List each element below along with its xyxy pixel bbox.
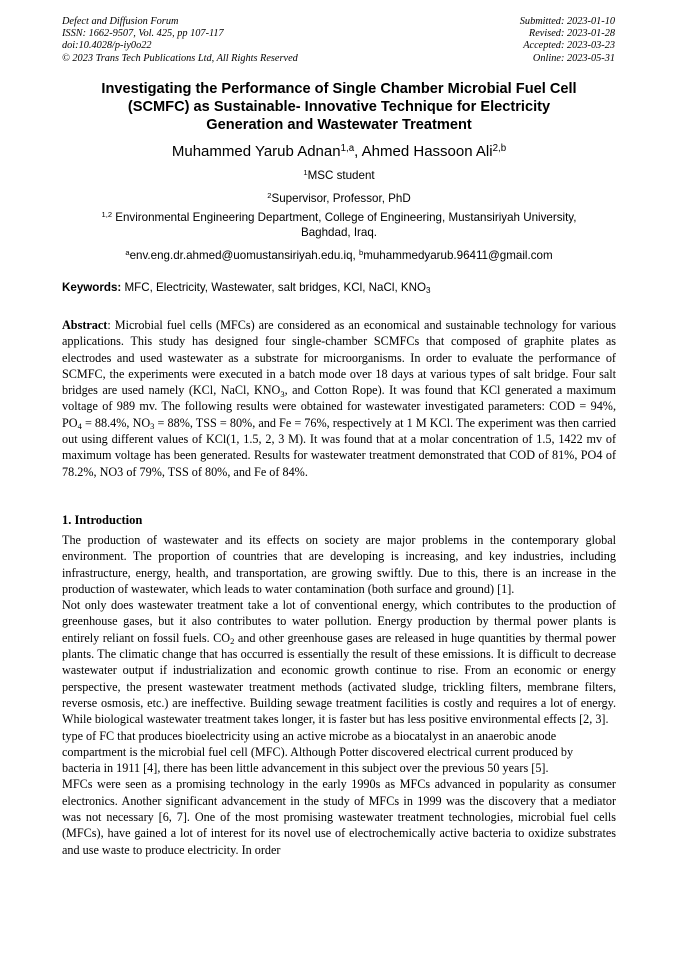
journal-doi: doi:10.4028/p-iy0o22 [62, 40, 152, 52]
affiliation-text: Environmental Engineering Department, College of Engineering, Mustansiriyah University, [112, 211, 577, 224]
abstract-text: , and Cotton Rope). It was found that KCl generated a maximum voltage of 989 mv. The following results were obtained for wastewater investigated parameters: COD = 94%, PO [62, 383, 616, 430]
abstract-subscript: 3 [150, 421, 155, 432]
author-affiliation-marker: 2,b [492, 142, 507, 154]
affiliation-1 [62, 168, 616, 183]
abstract-subscript: 4 [77, 421, 82, 432]
journal-info [62, 16, 298, 65]
affiliation-text: Supervisor, Professor, PhD [271, 192, 411, 205]
affiliation-2 [62, 191, 616, 206]
abstract-text: = 88.4%, NO [81, 415, 151, 430]
intro-paragraph: type of FC that produces bioelectricity using an active microbe as a biocatalyst in an anaerobic anode compartment is the microbial fuel cell (MFC). Although Potter discovered electrical current produced by bacteria in 1911 [4], there has been little advancement in this subject over the previous 50 years [5]. [62, 728, 574, 776]
email-marker: a [125, 247, 130, 257]
intro-paragraph: MFCs were seen as a promising technology in the early 1990s as MFCs advanced in popularity as consumer electronics. Another significant advancement in the study of MFCs in 1999 was the discovery that a mediator was not necessary [6, 7]. One of the most promising wastewater treatment technologies, microbial fuel cells (MFCs), have gained a lot of interest for its novel use of electrochemically active bacteria to oxidize substrates and use waste to produce electricity. In order [62, 777, 616, 857]
email-marker: b [358, 247, 364, 257]
title-line: (SCMFC) as Sustainable- Innovative Technique for Electricity [127, 99, 551, 115]
abstract-text: = 88%, TSS = 80%, and Fe = 76%, respectively at 1 M KCl. The experiment was then carried out using different values of KCl(1, 1.5, 2, 3 M). It was found that at a molar concentration of 1.5, 1422 mv of maximum voltage has been generated. Results for wastewater treatment demonstrated that COD of 81%, PO4 of 78.2%, NO3 of 79%, TSS of 80%, and Fe of 84%. [62, 415, 616, 479]
journal-copyright: © 2023 Trans Tech Publications Ltd, All Rights Reserved [62, 52, 298, 64]
author-separator: , [354, 143, 362, 160]
author-emails [62, 248, 616, 263]
date-submitted: Submitted: 2023-01-10 [519, 16, 615, 27]
author-name: Muhammed Yarub Adnan [171, 143, 341, 160]
email-link[interactable]: env.eng.dr.ahmed@uomustansiriyah.edu.iq, [129, 249, 359, 262]
abstract-label: Abstract [62, 318, 108, 332]
keywords-label: Keywords: [62, 281, 122, 294]
date-accepted: Accepted: 2023-03-23 [523, 40, 615, 52]
abstract-text: : Microbial fuel cells (MFCs) are considered as an economical and sustainable technology for various applications. This study has designed four single-chamber SCMFCs that composed of graphite plates as electrodes and used wastewater as a substrate for microorganisms. In order to evaluate the performance of SCMFC, the experiments were executed in a batch mode over 18 days at various types of salt bridge. Four salt bridges are used namely (KCl, NaCl, KNO [62, 318, 616, 398]
title-line: Investigating the Performance of Single Chamber Microbial Fuel Cell [101, 81, 577, 97]
email-link[interactable]: muhammedyarub.96411@gmail.com [363, 249, 553, 262]
abstract [62, 317, 616, 480]
intro-paragraph [62, 597, 616, 727]
author-list [62, 142, 616, 162]
author-affiliation-marker: 1,a [340, 142, 355, 154]
affiliation-text: Baghdad, Iraq. [300, 226, 378, 239]
introduction-body [62, 532, 616, 858]
publication-dates [520, 16, 615, 65]
intro-text: Not only does wastewater treatment take a lot of conventional energy, which contributes to the production of greenhouse gases, but it also contributes to water pollution. Energy production by thermal power plants is entirely reliant on fossil fuels. CO [62, 598, 616, 645]
date-revised: Revised: 2023-01-28 [528, 28, 615, 40]
affiliation-text: MSC student [307, 169, 375, 182]
keywords [62, 280, 616, 296]
affiliation-marker: 1 [303, 167, 308, 177]
author-name: Ahmed Hassoon Ali [361, 143, 493, 160]
abstract-subscript: 3 [280, 388, 285, 399]
keywords-text: MFC, Electricity, Wastewater, salt bridges, KCl, NaCl, KNO [121, 281, 427, 294]
paper-title [62, 80, 616, 134]
intro-paragraph: The production of wastewater and its effects on society are major problems in the contemporary global environment. The proportion of countries that are developing is increasing, and key industries, including infrastructure, energy, health, and transportation, are growing swiftly. Due to this, there is an increase in the production of wastewater, which leads to water contamination (both surface and ground) [1]. [62, 533, 616, 596]
intro-subscript: 2 [230, 636, 235, 647]
section-heading-introduction: 1. Introduction [62, 513, 143, 527]
keywords-subscript: 3 [426, 286, 431, 296]
affiliation-marker: 2 [267, 190, 272, 200]
intro-text: and other greenhouse gases are released in huge quantities by thermal power plants. The climatic change that has occurred is essentially the result of these emissions. It is difficult to decrease wastewater output if industrialization and economic growth continue to rise. From an economic or energy perspective, the present wastewater treatment methods (activated sludge, trickling filters, membrane filters, reverse osmosis, etc.) are ineffective. Building sewage treatment facilities is costly and requires a lot of energy. While biological wastewater treatment takes longer, it is faster but has less positive environmental effects [2, 3]. [62, 630, 616, 727]
affiliation-marker: 1,2 [101, 209, 113, 219]
journal-name: Defect and Diffusion Forum [62, 16, 179, 27]
affiliation-department [62, 210, 616, 240]
date-online: Online: 2023-05-31 [532, 52, 615, 64]
journal-issn: ISSN: 1662-9507, Vol. 425, pp 107-117 [62, 28, 224, 40]
title-line: Generation and Wastewater Treatment [206, 117, 472, 133]
